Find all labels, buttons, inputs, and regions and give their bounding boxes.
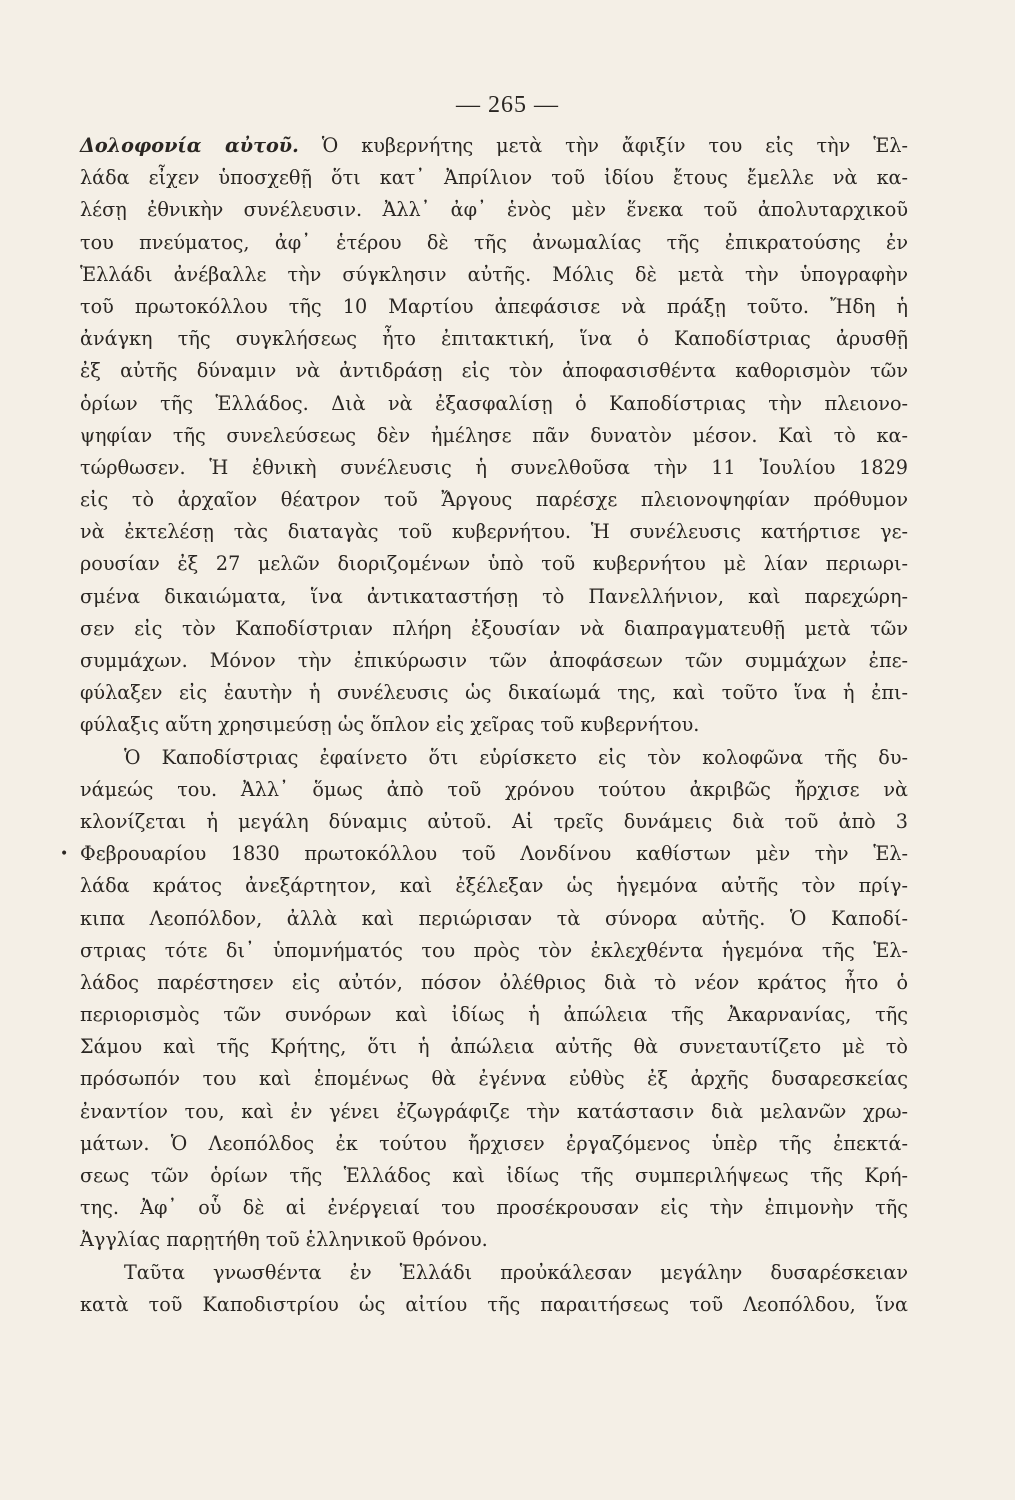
text-line: ἀνάγκη τῆς συγκλήσεως ἦτο ἐπιτακτική, ἵνα ὁ Καποδίστριας ἀρυσθῇ xyxy=(80,327,908,351)
text-line: Ἑλλάδι ἀνέβαλλε τὴν σύγκλησιν αὐτῆς. Μόλις δὲ μετὰ τὴν ὑπογραφὴν xyxy=(80,262,908,286)
text-line: σεν εἰς τὸν Καποδίστριαν πλήρη ἐξουσίαν νὰ διαπραγματευθῇ μετὰ τῶν xyxy=(80,616,908,640)
body-text xyxy=(60,130,908,1321)
text-line: περιορισμὸς τῶν συνόρων καὶ ἰδίως ἡ ἀπώλεια τῆς Ἀκαρνανίας, τῆς xyxy=(80,1003,908,1027)
text-line: • Φεβρουαρίου 1830 πρωτοκόλλου τοῦ Λονδίνου καθίστων μὲν τὴν Ἑλ- xyxy=(80,838,908,870)
text-line: Ἀγγλίας παρῃτήθη τοῦ ἑλληνικοῦ θρόνου. xyxy=(80,1228,488,1252)
text-line: λάδα εἶχεν ὑποσχεθῇ ὅτι κατ᾽ Ἀπρίλιον τοῦ ἰδίου ἔτους ἔμελλε νὰ κα- xyxy=(80,166,908,190)
section-title: Δολοφονία αὐτοῦ. xyxy=(80,134,299,157)
text-line: κλονίζεται ἡ μεγάλη δύναμις αὐτοῦ. Αἱ τρεῖς δυνάμεις διὰ τοῦ ἀπὸ 3 xyxy=(80,809,908,833)
text-line: λέσῃ ἐθνικὴν συνέλευσιν. Ἀλλ᾽ ἀφ᾽ ἑνὸς μὲν ἕνεκα τοῦ ἀπολυταρχικοῦ xyxy=(80,198,908,222)
text-line: σεως τῶν ὁρίων τῆς Ἑλλάδος καὶ ἰδίως τῆς συμπεριλήψεως τῆς Κρή- xyxy=(80,1164,908,1187)
text-line: νὰ ἐκτελέσῃ τὰς διαταγὰς τοῦ κυβερνήτου. Ἡ συνέλευσις κατήρτισε γε- xyxy=(80,520,908,544)
text-line: ψηφίαν τῆς συνελεύσεως δὲν ἠμέλησε πᾶν δυνατὸν μέσον. Καὶ τὸ κα- xyxy=(80,423,908,447)
text-line: Σάμου καὶ τῆς Κρήτης, ὅτι ἡ ἀπώλεια αὐτῆς θὰ συνεταυτίζετο μὲ τὸ xyxy=(80,1035,908,1059)
text-line: κατὰ τοῦ Καποδιστρίου ὡς αἰτίου τῆς παραιτήσεως τοῦ Λεοπόλδου, ἵνα xyxy=(80,1292,908,1316)
text-line: Ταῦτα γνωσθέντα ἐν Ἑλλάδι προὐκάλεσαν μεγάλην δυσαρέσκειαν xyxy=(124,1260,908,1284)
text-line: συμμάχων. Μόνον τὴν ἐπικύρωσιν τῶν ἀποφάσεων τῶν συμμάχων ἐπε- xyxy=(80,649,908,672)
text-line: νάμεώς του. Ἀλλ᾽ ὅμως ἀπὸ τοῦ χρόνου τούτου ἀκριβῶς ἤρχισε νὰ xyxy=(80,777,908,801)
text-line: Ὁ Καποδίστριας ἐφαίνετο ὅτι εὑρίσκετο εἰς τὸν κολοφῶνα τῆς δυ- xyxy=(124,745,908,769)
text-line: τοῦ πρωτοκόλλου τῆς 10 Μαρτίου ἀπεφάσισε νὰ πράξῃ τοῦτο. Ἤδη ἡ xyxy=(80,294,908,318)
page-number: — 265 — xyxy=(456,92,559,118)
text-line: εἰς τὸ ἀρχαῖον θέατρον τοῦ Ἄργους παρέσχε πλειονοψηφίαν πρόθυμον xyxy=(80,488,908,512)
text-line: φύλαξις αὕτη χρησιμεύσῃ ὡς ὅπλον εἰς χεῖρας τοῦ κυβερνήτου. xyxy=(80,713,700,737)
text-line: του πνεύματος, ἀφ᾽ ἑτέρου δὲ τῆς ἀνωμαλίας τῆς ἐπικρατούσης ἐν xyxy=(80,230,908,254)
text-line: της. Ἀφ᾽ οὗ δὲ αἱ ἐνέργειαί του προσέκρουσαν εἰς τὴν ἐπιμονὴν τῆς xyxy=(80,1196,908,1220)
text-line: μάτων. Ὁ Λεοπόλδος ἐκ τούτου ἤρχισεν ἐργαζόμενος ὑπὲρ τῆς ἐπεκτά- xyxy=(80,1131,908,1155)
text-line: ὁρίων τῆς Ἑλλάδος. Διὰ νὰ ἐξασφαλίσῃ ὁ Καποδίστριας τὴν πλειονο- xyxy=(80,391,908,415)
text-line: πρόσωπόν του καὶ ἑπομένως θὰ ἐγέννα εὐθὺς ἐξ ἀρχῆς δυσαρεσκείας xyxy=(80,1067,908,1091)
text-line: λάδα κράτος ἀνεξάρτητον, καὶ ἐξέλεξαν ὡς ἡγεμόνα αὐτῆς τὸν πρίγ- xyxy=(80,874,908,898)
text-line: κιπα Λεοπόλδον, ἀλλὰ καὶ περιώρισαν τὰ σύνορα αὐτῆς. Ὁ Καποδί- xyxy=(80,906,908,930)
text-line: ρουσίαν ἐξ 27 μελῶν διοριζομένων ὑπὸ τοῦ κυβερνήτου μὲ λίαν περιωρι- xyxy=(80,552,908,576)
text-line: τώρθωσεν. Ἡ ἐθνικὴ συνέλευσις ἡ συνελθοῦσα τὴν 11 Ἰουλίου 1829 xyxy=(80,455,908,479)
text-line: Δολοφονία αὐτοῦ. Ὁ κυβερνήτης μετὰ τὴν ἄφιξίν του εἰς τὴν Ἑλ- xyxy=(80,134,908,157)
text-line: σμένα δικαιώματα, ἵνα ἀντικαταστήσῃ τὸ Πανελλήνιον, καὶ παρεχώρη- xyxy=(80,584,908,608)
text-line: στριας τότε δι᾽ ὑπομνήματός του πρὸς τὸν ἐκλεχθέντα ἡγεμόνα τῆς Ἑλ- xyxy=(80,938,908,962)
bullet-marker: • xyxy=(60,846,69,863)
text-line: φύλαξεν εἰς ἑαυτὴν ἡ συνέλευσις ὡς δικαίωμά της, καὶ τοῦτο ἵνα ἡ ἐπι- xyxy=(80,681,908,705)
text-line: ἐξ αὐτῆς δύναμιν νὰ ἀντιδράσῃ εἰς τὸν ἀποφασισθέντα καθορισμὸν τῶν xyxy=(80,359,908,383)
text-line: λάδος παρέστησεν εἰς αὐτόν, πόσον ὀλέθριος διὰ τὸ νέον κράτος ἦτο ὁ xyxy=(80,970,908,994)
text-line: ἐναντίον του, καὶ ἐν γένει ἐζωγράφιζε τὴν κατάστασιν διὰ μελανῶν χρω- xyxy=(80,1099,908,1123)
